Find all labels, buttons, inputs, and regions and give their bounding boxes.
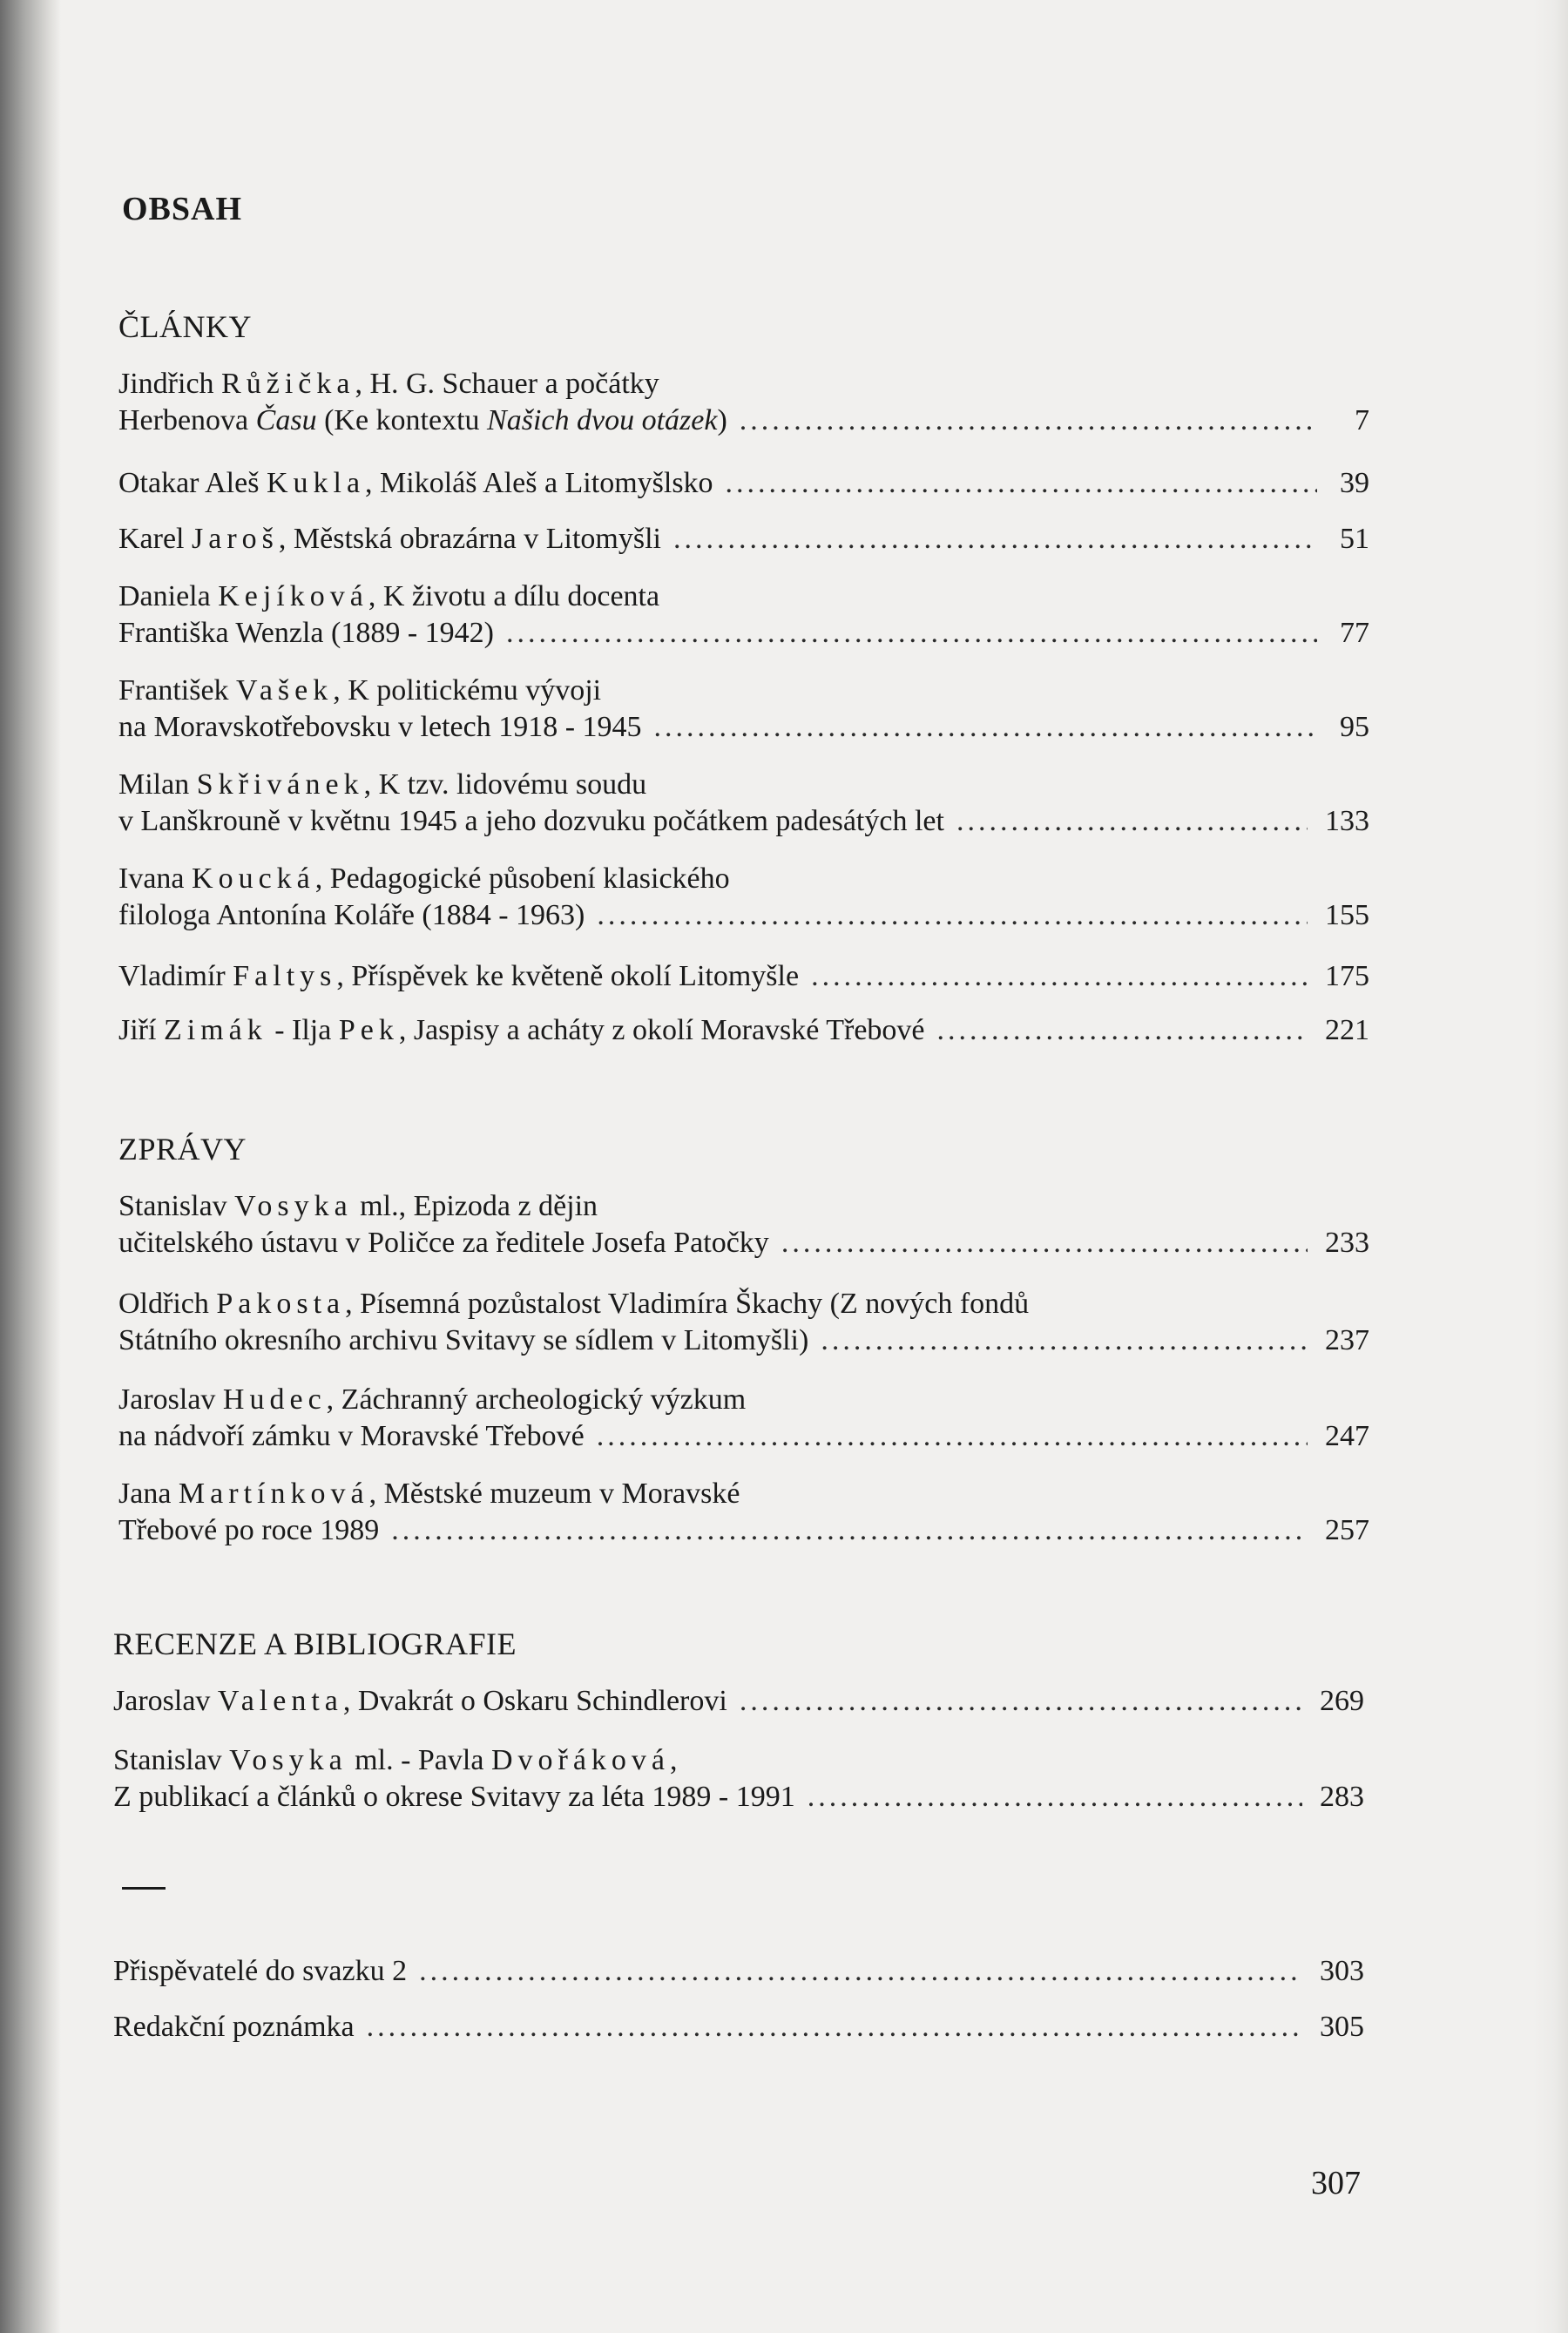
entry-title-line1: Epizoda z dějin	[413, 1190, 598, 1222]
leader-dots	[811, 958, 1308, 995]
entry-text: Vladimír Faltys, Příspěvek ke květeně okolí Litomyšle	[118, 960, 800, 992]
leader-dots	[726, 465, 1317, 502]
entry-title-line1: H. G. Schauer a počátky	[369, 368, 659, 400]
entry-text: Jaroslav Valenta, Dvakrát o Oskaru Schindlerovi	[113, 1685, 727, 1717]
entry-page-number: 7	[1355, 404, 1369, 436]
entry-title-line2: filologa Antonína Koláře (1884 - 1963)	[118, 899, 585, 931]
entry-title-line1: K životu a dílu docenta	[382, 580, 660, 612]
leader-dots	[391, 1512, 1308, 1549]
page-title: OBSAH	[122, 191, 243, 227]
leader-dots	[937, 1012, 1308, 1049]
entry-title-line1: K tzv. lidovému soudu	[378, 768, 647, 801]
toc-entry[interactable]	[118, 1476, 1369, 1549]
leader-dots	[808, 1779, 1302, 1816]
toc-entry[interactable]	[118, 1012, 1369, 1049]
leader-dots	[740, 402, 1317, 439]
entry-author: Daniela Kejíková,	[118, 580, 376, 612]
entry-page-number: 247	[1325, 1420, 1369, 1452]
section-heading-zpravy: ZPRÁVY	[118, 1132, 247, 1166]
entry-author: Oldřich Pakosta,	[118, 1288, 353, 1320]
page-edge	[1533, 0, 1568, 2333]
toc-entry[interactable]	[118, 1188, 1369, 1261]
entry-page-number: 51	[1340, 523, 1369, 555]
toc-entry[interactable]	[118, 578, 1369, 652]
toc-entry[interactable]	[113, 1742, 1364, 1816]
toc-entry[interactable]	[118, 366, 1369, 439]
entry-page-number: 77	[1340, 617, 1369, 649]
entry-title-line1: Pedagogické působení klasického	[329, 862, 730, 895]
toc-entry[interactable]	[113, 2009, 1364, 2046]
section-heading-recenze: RECENZE A BIBLIOGRAFIE	[113, 1626, 517, 1661]
leader-dots	[673, 521, 1317, 558]
toc-entry[interactable]	[118, 673, 1369, 746]
toc-entry[interactable]	[113, 1953, 1364, 1990]
entry-title-line1: Záchranný archeologický výzkum	[341, 1383, 747, 1416]
entry-author: Milan Skřivánek,	[118, 768, 372, 801]
entry-title-line1: K politickému vývoji	[348, 674, 602, 707]
entry-title-line2: Františka Wenzla (1889 - 1942)	[118, 617, 494, 649]
entry-author: Jana Martínková,	[118, 1478, 377, 1510]
entry-page-number: 133	[1325, 805, 1369, 837]
entry-page-number: 95	[1340, 711, 1369, 743]
entry-author: Stanislav Vosyka ml.,	[118, 1190, 407, 1222]
entry-title-line2: Státního okresního archivu Svitavy se sídlem v Litomyšli)	[118, 1324, 809, 1356]
leader-dots	[419, 1953, 1302, 1990]
entry-page-number: 269	[1320, 1685, 1364, 1717]
leader-dots	[597, 897, 1308, 934]
entry-title-line2: Třebové po roce 1989	[118, 1514, 380, 1546]
toc-entry[interactable]	[118, 861, 1369, 934]
entry-page-number: 39	[1340, 467, 1369, 499]
toc-entry[interactable]	[118, 1286, 1369, 1359]
page-number: 307	[1311, 2165, 1361, 2201]
entry-text: Redakční poznámka	[113, 2011, 355, 2043]
entry-page-number: 237	[1325, 1324, 1369, 1356]
entry-page-number: 257	[1325, 1514, 1369, 1546]
leader-dots	[781, 1225, 1308, 1261]
table-of-contents	[110, 0, 1369, 2333]
entry-text: Otakar Aleš Kukla, Mikoláš Aleš a Litomyšlsko	[118, 467, 713, 499]
page-gutter-shadow	[0, 0, 61, 2333]
entry-page-number: 233	[1325, 1227, 1369, 1259]
entry-title-line2: na nádvoří zámku v Moravské Třebové	[118, 1420, 585, 1452]
entry-text: Karel Jaroš, Městská obrazárna v Litomyšli	[118, 523, 661, 555]
entry-page-number: 155	[1325, 899, 1369, 931]
leader-dots	[597, 1418, 1308, 1455]
leader-dots	[367, 2009, 1302, 2046]
toc-entry[interactable]	[118, 465, 1369, 502]
entry-title-line2: v Lanškrouně v květnu 1945 a jeho dozvuku počátkem padesátých let	[118, 805, 944, 837]
entry-title-line1: Městské muzeum v Moravské	[383, 1478, 740, 1510]
entry-title-line2: učitelského ústavu v Poličce za ředitele Josefa Patočky	[118, 1227, 769, 1259]
entry-title-line1: Písemná pozůstalost Vladimíra Škachy (Z nových fondů	[360, 1288, 1030, 1320]
toc-entry[interactable]	[118, 1382, 1369, 1455]
leader-dots	[821, 1322, 1308, 1359]
entry-title-line2: Z publikací a článků o okrese Svitavy za léta 1989 - 1991	[113, 1781, 795, 1813]
leader-dots	[654, 709, 1317, 746]
entry-author: Jaroslav Hudec,	[118, 1383, 335, 1416]
entry-author: Stanislav Vosyka ml. - Pavla Dvořáková,	[113, 1744, 678, 1776]
entry-author: Ivana Koucká,	[118, 862, 323, 895]
leader-dots	[956, 803, 1308, 840]
section-heading-clanky: ČLÁNKY	[118, 309, 252, 344]
entry-page-number: 283	[1320, 1781, 1364, 1813]
toc-entry[interactable]	[113, 1683, 1364, 1720]
toc-entry[interactable]	[118, 767, 1369, 840]
entry-page-number: 305	[1320, 2011, 1364, 2043]
entry-text: Jiří Zimák - Ilja Pek, Jaspisy a acháty z okolí Moravské Třebové	[118, 1014, 925, 1046]
entry-author: František Vašek,	[118, 674, 341, 707]
entry-page-number: 303	[1320, 1955, 1364, 1987]
entry-page-number: 221	[1325, 1014, 1369, 1046]
entry-page-number: 175	[1325, 960, 1369, 992]
entry-title-line2: Herbenova Času (Ke kontextu Našich dvou otázek)	[118, 404, 727, 436]
entry-author: Jindřich Růžička,	[118, 368, 362, 400]
separator-dash	[122, 1887, 166, 1890]
toc-entry[interactable]	[118, 958, 1369, 995]
entry-title-line2: na Moravskotřebovsku v letech 1918 - 1945	[118, 711, 642, 743]
toc-entry[interactable]	[118, 521, 1369, 558]
entry-text: Přispěvatelé do svazku 2	[113, 1955, 408, 1987]
leader-dots	[740, 1683, 1302, 1720]
leader-dots	[506, 615, 1317, 652]
